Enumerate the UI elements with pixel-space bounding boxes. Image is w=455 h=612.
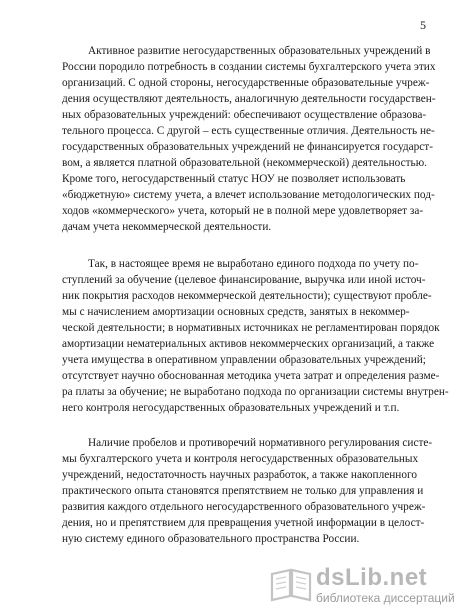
text-line: России породило потребность в создании системы бухгалтерского учета этих bbox=[62, 61, 436, 73]
text-line: Наличие пробелов и противоречий нормативного регулирования систе- bbox=[88, 437, 433, 449]
text-line: Так, в настоящее время не выработано единого подхода по учету по- bbox=[88, 258, 419, 270]
watermark-subtitle: библиотека диссертаций bbox=[316, 591, 455, 605]
text-line: дения, но и препятствием для превращения учетной информации в целост- bbox=[62, 517, 425, 529]
text-line: мы бухгалтерского учета и контроля негосударственных образовательных bbox=[62, 453, 419, 465]
text-line: амортизации нематериальных активов некоммерческих организаций, а также bbox=[62, 338, 435, 350]
text-line: вом, а является платной образовательной (некоммерческой) деятельностью. bbox=[62, 157, 427, 169]
text-line: него контроля негосударственных образовательных учреждений и т.п. bbox=[62, 402, 400, 414]
text-line: Активное развитие негосударственных образовательных учреждений в bbox=[88, 45, 431, 57]
text-line: учета имущества в оперативном управлении образовательных учреждений; bbox=[62, 354, 426, 366]
text-line: ра платы за обучение; не выработано подхода по организации системы внутрен- bbox=[62, 386, 449, 398]
text-line: ходов «коммерческого» учета, который не в полной мере удовлетворяет за- bbox=[62, 205, 424, 217]
text-line: ступлений за обучение (целевое финансирование, выручка или иной источ- bbox=[62, 274, 426, 286]
text-line: практического опыта становятся препятствием не только для управления и bbox=[62, 485, 424, 497]
watermark-brand: dsLib.net bbox=[316, 564, 428, 591]
text-line: ную систему единого образовательного пространства России. bbox=[62, 533, 360, 545]
text-line: дачам учета некоммерческой деятельности. bbox=[62, 221, 272, 233]
text-line: отсутствует научно обоснованная методика учета затрат и определения разме- bbox=[62, 370, 440, 382]
text-line: организаций. С одной стороны, негосударственные образовательные учреж- bbox=[62, 77, 430, 89]
text-line: дения осуществляют деятельность, аналогичную деятельности государствен- bbox=[62, 93, 436, 105]
text-line: мы с начислением амортизации основных средств, занятых в некоммер- bbox=[62, 306, 410, 318]
text-line: государственных образовательных учреждений не финансируется государст- bbox=[62, 141, 434, 153]
page-number: 5 bbox=[420, 18, 426, 32]
text-line: развития каждого отдельного негосударственного образовательного учреж- bbox=[62, 501, 426, 513]
text-line: тельного процесса. С другой – есть существенные отличия. Деятельность не- bbox=[62, 125, 435, 137]
text-line: «бюджетную» систему учета, а влечет использование методологических под- bbox=[62, 189, 435, 201]
text-line: ник покрытия расходов некоммерческой деятельности); существуют пробле- bbox=[62, 290, 432, 302]
dslib-watermark bbox=[268, 564, 455, 606]
text-line: ческой деятельности; в нормативных источниках не регламентирован порядок bbox=[62, 322, 440, 334]
text-line: учреждений, недостаточность научных разработок, а также накопленного bbox=[62, 469, 417, 481]
dslib-logo-icon bbox=[268, 566, 314, 604]
text-line: ных образовательных учреждений: обеспечивают осуществление образова- bbox=[62, 109, 427, 121]
text-line: Кроме того, негосударственный статус НОУ не позволяет использовать bbox=[62, 173, 406, 185]
